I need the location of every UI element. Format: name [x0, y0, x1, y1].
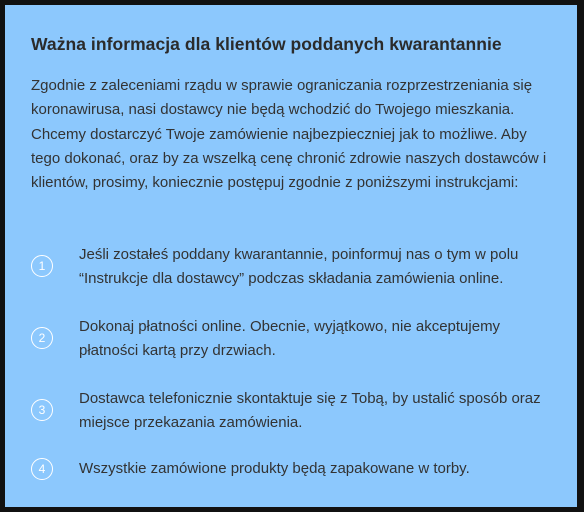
step-text: Dokonaj płatności online. Obecnie, wyjątkowo, nie akceptujemy płatności kartą przy drzwiach. [79, 318, 501, 359]
step-text: Dostawca telefonicznie skontaktuje się z Tobą, by ustalić sposób oraz miejsce przekazania zamówienia. [79, 390, 541, 431]
quarantine-notice-panel [5, 5, 577, 507]
notice-intro: Zgodnie z zaleceniami rządu w sprawie ograniczania rozprzestrzeniania się koronawirusa, nasi dostawcy nie będą wchodzić do Twojego mieszkania. Chcemy dostarczyć Twoje zamówienie najbezpieczniej jak to możliwe. Aby tego dokonać, oraz by za wszelką cenę chronić zdrowie naszych dostawców i klientów, prosimy, koniecznie postępuj zgodnie z poniższymi instrukcjami: [31, 77, 547, 192]
step-number-badge: 4 [31, 458, 53, 480]
notice-title: Ważna informacja dla klientów poddanych kwarantannie [31, 34, 502, 54]
step-number-badge: 1 [31, 255, 53, 277]
step-text: Jeśli zostałeś poddany kwarantannie, poinformuj nas o tym w polu “Instrukcje dla dostawcy” podczas składania zamówienia online. [79, 246, 519, 287]
step-number-badge: 3 [31, 399, 53, 421]
step-number-badge: 2 [31, 327, 53, 349]
step-text: Wszystkie zamówione produkty będą zapakowane w torby. [79, 460, 470, 477]
